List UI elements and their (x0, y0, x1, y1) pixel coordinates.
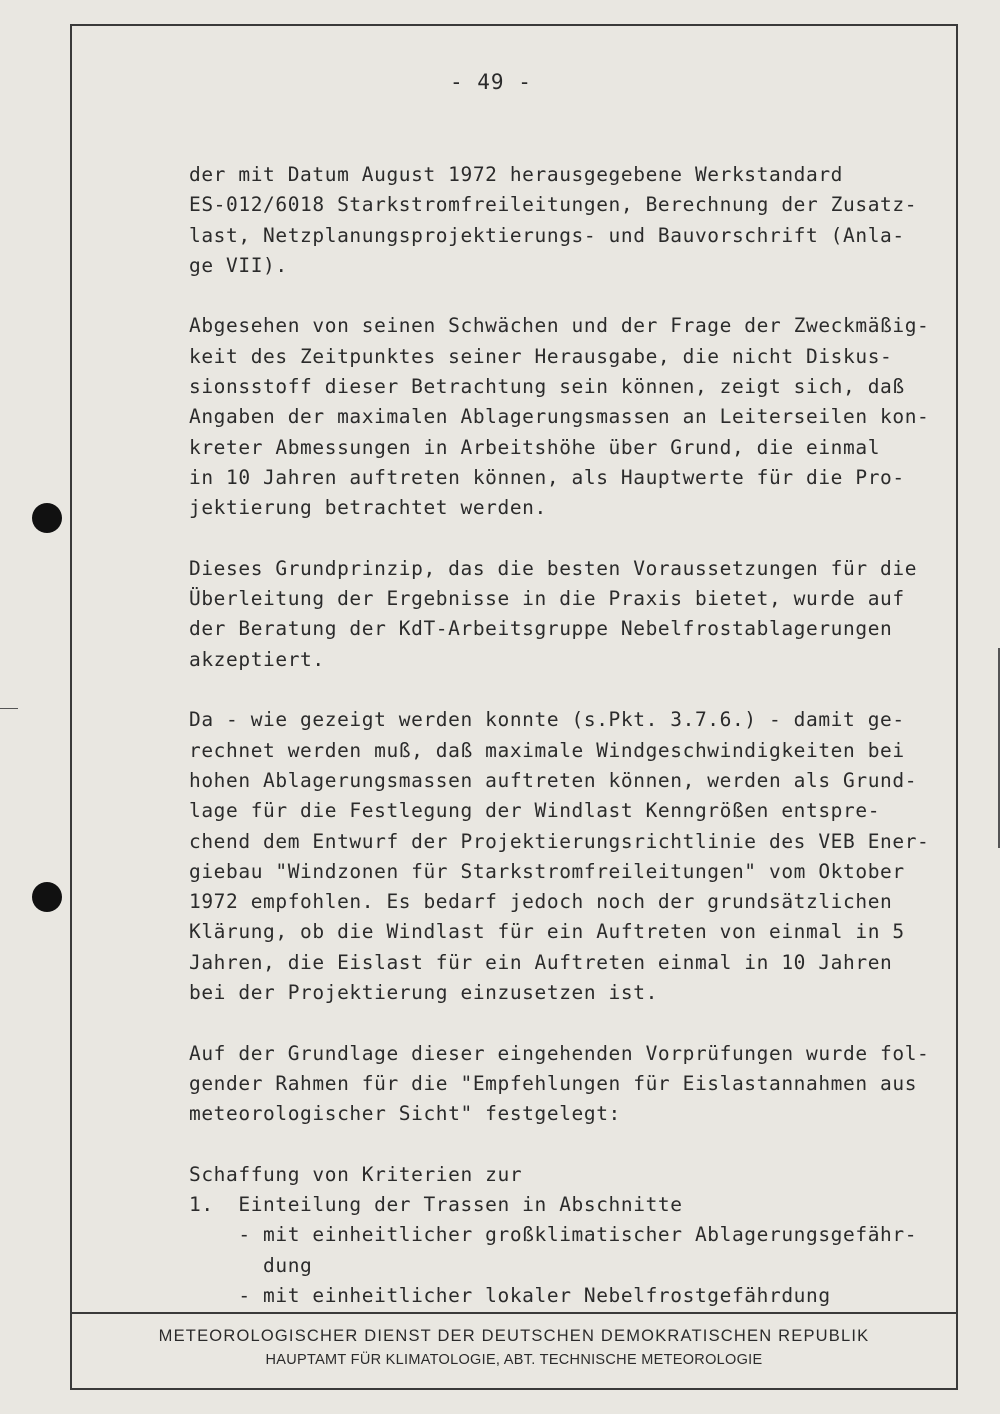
text-line: lage für die Festlegung der Windlast Kenngrößen entspre- (189, 799, 881, 823)
paragraph-3 (189, 554, 929, 675)
margin-tick-mark (0, 708, 18, 709)
paragraph-4 (189, 705, 929, 1008)
text-line: akzeptiert. (189, 647, 325, 671)
paragraph-2 (189, 311, 929, 523)
letterhead-footer (72, 1324, 956, 1372)
text-line: rechnet werden muß, daß maximale Windgeschwindigkeiten bei (189, 738, 905, 762)
paragraph-1 (189, 160, 929, 281)
footer-institution: METEOROLOGISCHER DIENST DER DEUTSCHEN DEMOKRATISCHEN REPUBLIK (158, 1327, 870, 1345)
footer-divider (70, 1312, 958, 1314)
list-item: dung (189, 1253, 313, 1277)
text-line: meteorologischer Sicht" festgelegt: (189, 1102, 621, 1126)
text-line: keit des Zeitpunktes seiner Herausgabe, die nicht Diskus- (189, 344, 893, 368)
text-line: der Beratung der KdT-Arbeitsgruppe Nebelfrostablagerungen (189, 617, 893, 641)
text-line: kreter Abmessungen in Arbeitshöhe über Grund, die einmal (189, 435, 881, 459)
criteria-list (189, 1160, 929, 1311)
text-line: Überleitung der Ergebnisse in die Praxis bietet, wurde auf (189, 587, 905, 611)
text-line: gender Rahmen für die "Empfehlungen für Eislastannahmen aus (189, 1071, 918, 1095)
list-item: 1. Einteilung der Trassen in Abschnitte (189, 1193, 683, 1217)
text-line: Abgesehen von seinen Schwächen und der Frage der Zweckmäßig- (189, 314, 930, 338)
text-line: Auf der Grundlage dieser eingehenden Vorprüfungen wurde fol- (189, 1041, 930, 1065)
text-line: Dieses Grundprinzip, das die besten Voraussetzungen für die (189, 556, 918, 580)
text-line: giebau "Windzonen für Starkstromfreileitungen" vom Oktober (189, 859, 905, 883)
text-line: jektierung betrachtet werden. (189, 496, 547, 520)
punch-hole-top (32, 503, 62, 533)
list-item: - mit einheitlicher großklimatischer Ablagerungsgefähr- (189, 1223, 918, 1247)
text-line: Da - wie gezeigt werden konnte (s.Pkt. 3.7.6.) - damit ge- (189, 708, 905, 732)
text-line: 1972 empfohlen. Es bedarf jedoch noch der grundsätzlichen (189, 890, 893, 914)
text-line: last, Netzplanungsprojektierungs- und Bauvorschrift (Anla- (189, 223, 905, 247)
text-line: hohen Ablagerungsmassen auftreten können, werden als Grund- (189, 768, 918, 792)
text-line: der mit Datum August 1972 herausgegebene Werkstandard (189, 163, 844, 186)
text-line: ge VII). (189, 253, 288, 277)
text-line: Jahren, die Eislast für ein Auftreten einmal in 10 Jahren (189, 950, 893, 974)
text-line: bei der Projektierung einzusetzen ist. (189, 981, 658, 1005)
paragraph-5 (189, 1039, 929, 1130)
text-line: ES-012/6018 Starkstromfreileitungen, Berechnung der Zusatz- (189, 193, 918, 217)
text-line: Klärung, ob die Windlast für ein Auftreten von einmal in 5 (189, 920, 905, 944)
list-item: - mit einheitlicher lokaler Nebelfrostgefährdung (189, 1283, 831, 1307)
list-heading: Schaffung von Kriterien zur (189, 1162, 523, 1186)
text-line: Angaben der maximalen Ablagerungsmassen an Leiterseilen kon- (189, 405, 930, 429)
page-number: - 49 - (450, 70, 532, 94)
body-text (189, 160, 929, 1311)
text-line: in 10 Jahren auftreten können, als Hauptwerte für die Pro- (189, 465, 905, 489)
text-line: sionsstoff dieser Betrachtung sein können, zeigt sich, daß (189, 375, 905, 399)
text-line: chend dem Entwurf der Projektierungsrichtlinie des VEB Ener- (189, 829, 930, 853)
footer-department: HAUPTAMT FÜR KLIMATOLOGIE, ABT. TECHNISCHE METEOROLOGIE (265, 1352, 763, 1368)
punch-hole-bottom (32, 882, 62, 912)
